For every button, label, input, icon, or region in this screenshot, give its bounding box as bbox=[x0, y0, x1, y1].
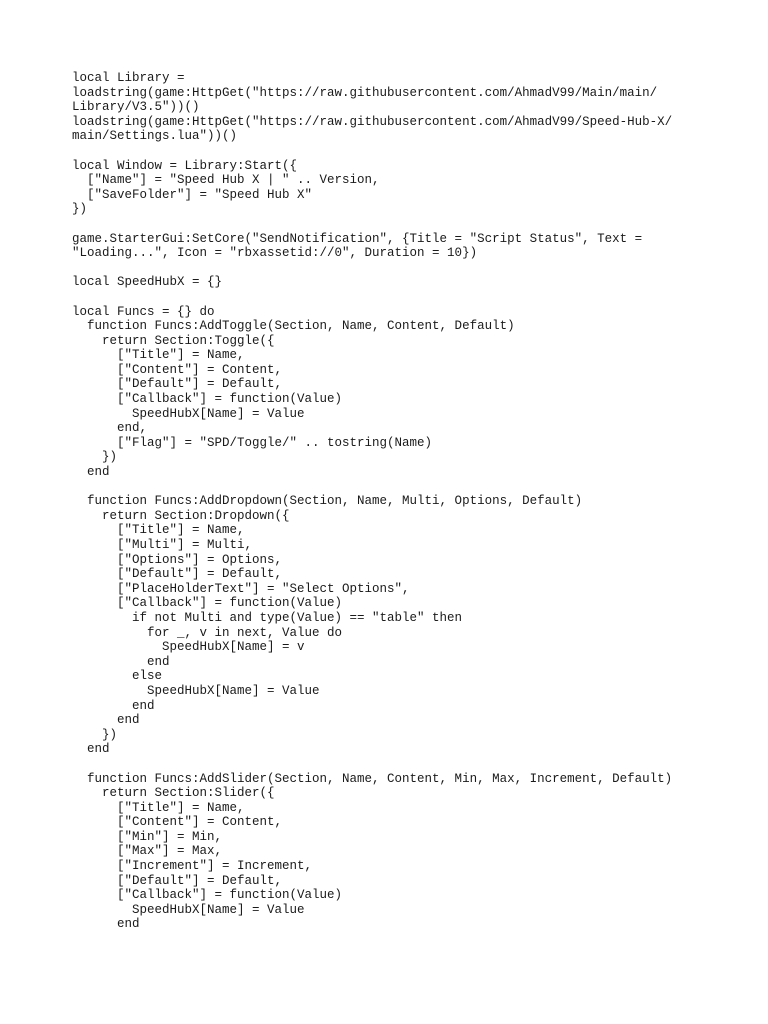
code-line: SpeedHubX[Name] = Value bbox=[72, 406, 305, 421]
code-line: function Funcs:AddToggle(Section, Name, Content, Default) bbox=[72, 319, 515, 334]
code-line bbox=[72, 757, 712, 772]
code-line: end bbox=[72, 917, 140, 932]
code-line: end bbox=[72, 713, 140, 728]
code-line: local Funcs = {} do bbox=[72, 304, 215, 319]
code-line bbox=[72, 290, 712, 305]
code-line: ["Name"] = "Speed Hub X | " .. Version, bbox=[72, 173, 380, 188]
document-page bbox=[72, 71, 712, 932]
code-line: }) bbox=[72, 202, 88, 217]
code-line: Library/V3.5"))() bbox=[72, 100, 200, 115]
code-line: for _, v in next, Value do bbox=[72, 625, 343, 640]
code-line: main/Settings.lua"))() bbox=[72, 129, 238, 144]
code-line bbox=[72, 217, 712, 232]
code-line: local Window = Library:Start({ bbox=[72, 158, 298, 173]
code-line: ["Default"] = Default, bbox=[72, 567, 283, 582]
code-line: return Section:Slider({ bbox=[72, 786, 275, 801]
code-line: local SpeedHubX = {} bbox=[72, 275, 223, 290]
code-line: ["Default"] = Default, bbox=[72, 873, 283, 888]
code-line: return Section:Toggle({ bbox=[72, 333, 275, 348]
code-line: loadstring(game:HttpGet("https://raw.githubusercontent.com/AhmadV99/Speed-Hub-X/ bbox=[72, 114, 673, 129]
code-line: ["Callback"] = function(Value) bbox=[72, 392, 343, 407]
code-line: ["Default"] = Default, bbox=[72, 377, 283, 392]
code-line: ["Options"] = Options, bbox=[72, 552, 283, 567]
code-line bbox=[72, 480, 712, 495]
code-line: ["Content"] = Content, bbox=[72, 362, 283, 377]
code-line: end bbox=[72, 742, 110, 757]
code-line: end bbox=[72, 654, 170, 669]
code-line: ["Max"] = Max, bbox=[72, 844, 223, 859]
code-line: end bbox=[72, 465, 110, 480]
code-line: "Loading...", Icon = "rbxassetid://0", Duration = 10}) bbox=[72, 246, 478, 261]
code-line: ["Increment"] = Increment, bbox=[72, 859, 313, 874]
code-line: return Section:Dropdown({ bbox=[72, 508, 290, 523]
code-line: SpeedHubX[Name] = Value bbox=[72, 683, 320, 698]
code-line: game.StarterGui:SetCore("SendNotification", {Title = "Script Status", Text = bbox=[72, 231, 643, 246]
code-line: function Funcs:AddDropdown(Section, Name, Multi, Options, Default) bbox=[72, 494, 583, 509]
code-line: function Funcs:AddSlider(Section, Name, Content, Min, Max, Increment, Default) bbox=[72, 771, 673, 786]
code-line: loadstring(game:HttpGet("https://raw.githubusercontent.com/AhmadV99/Main/main/ bbox=[72, 85, 658, 100]
code-line: SpeedHubX[Name] = Value bbox=[72, 902, 305, 917]
code-line: if not Multi and type(Value) == "table" then bbox=[72, 610, 463, 625]
code-line: }) bbox=[72, 450, 118, 465]
code-line: ["Title"] = Name, bbox=[72, 523, 245, 538]
code-line: ["PlaceHolderText"] = "Select Options", bbox=[72, 581, 410, 596]
code-line: ["Min"] = Min, bbox=[72, 829, 223, 844]
code-line: ["Callback"] = function(Value) bbox=[72, 888, 343, 903]
code-line: end bbox=[72, 698, 155, 713]
code-line: ["Callback"] = function(Value) bbox=[72, 596, 343, 611]
code-line: end, bbox=[72, 421, 148, 436]
code-line: ["Flag"] = "SPD/Toggle/" .. tostring(Name) bbox=[72, 435, 433, 450]
code-line: SpeedHubX[Name] = v bbox=[72, 640, 305, 655]
code-line: ["Content"] = Content, bbox=[72, 815, 283, 830]
code-line bbox=[72, 144, 712, 159]
code-line: }) bbox=[72, 727, 118, 742]
code-line: else bbox=[72, 669, 163, 684]
code-line: ["Multi"] = Multi, bbox=[72, 538, 253, 552]
code-line: ["Title"] = Name, bbox=[72, 348, 245, 363]
code-line: ["SaveFolder"] = "Speed Hub X" bbox=[72, 187, 313, 202]
code-line bbox=[72, 261, 712, 276]
code-line: ["Title"] = Name, bbox=[72, 800, 245, 815]
code-line: local Library = bbox=[72, 71, 185, 85]
